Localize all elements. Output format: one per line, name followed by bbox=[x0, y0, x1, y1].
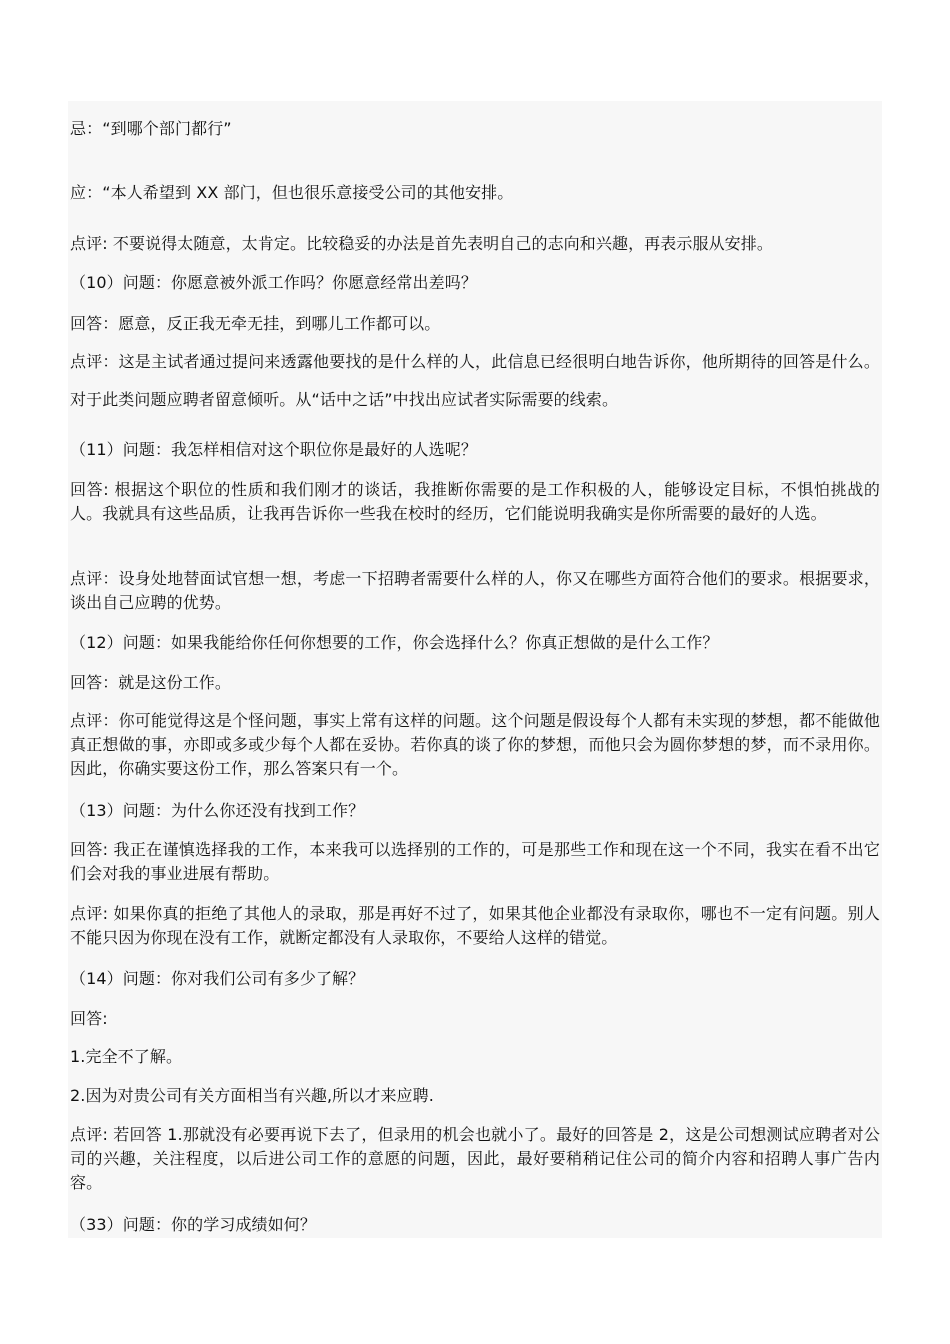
question-33: （33）问题：你的学习成绩如何？ bbox=[70, 1215, 316, 1234]
question-14: （14）问题：你对我们公司有多少了解？ bbox=[70, 969, 365, 988]
question-10: （10）问题：你愿意被外派工作吗？你愿意经常出差吗？ bbox=[70, 273, 477, 292]
paragraph-answer-department: 应：“本人希望到 XX 部门，但也很乐意接受公司的其他安排。 bbox=[70, 183, 514, 202]
question-13: （13）问题：为什么你还没有找到工作？ bbox=[70, 801, 365, 820]
question-11: （11）问题：我怎样相信对这个职位你是最好的人选呢？ bbox=[70, 440, 477, 459]
answer-14-label: 回答: bbox=[70, 1009, 108, 1028]
answer-10: 回答：愿意，反正我无牵无挂，到哪儿工作都可以。 bbox=[70, 314, 441, 333]
answer-14-option-2: 2.因为对贵公司有关方面相当有兴趣,所以才来应聘. bbox=[70, 1086, 434, 1105]
comment-10: 点评：这是主试者通过提问来透露他要找的是什么样的人，此信息已经很明白地告诉你，他所期待的回答是什么。对于此类问题应聘者留意倾听。从“话中之话”中找出应试者实际需要的线索。 bbox=[70, 352, 880, 409]
comment-14: 点评: 若回答 1.那就没有必要再说下去了，但录用的机会也就小了。最好的回答是 2，这是公司想测试应聘者对公司的兴趣，关注程度，以后进公司工作的意愿的问题，因此，最好要稍稍记住公司的简介内容和招聘人事广告内容。 bbox=[70, 1125, 880, 1192]
answer-14-option-1: 1.完全不了解。 bbox=[70, 1047, 183, 1066]
answer-11: 回答: 根据这个职位的性质和我们刚才的谈话，我推断你需要的是工作积极的人，能够设定目标，不惧怕挑战的人。我就具有这些品质，让我再告诉你一些我在校时的经历，它们能说明我确实是你所需要的最好的人选。 bbox=[70, 480, 880, 523]
answer-12: 回答：就是这份工作。 bbox=[70, 673, 232, 692]
question-12: （12）问题：如果我能给你任何你想要的工作，你会选择什么？你真正想做的是什么工作？ bbox=[70, 633, 719, 652]
comment-12: 点评：你可能觉得这是个怪问题，事实上常有这样的问题。这个问题是假设每个人都有未实现的梦想，都不能做他真正想做的事，亦即或多或少每个人都在妥协。若你真的谈了你的梦想，而他只会为圆你梦想的梦，而不录用你。因此，你确实要这份工作，那么答案只有一个。 bbox=[70, 711, 880, 778]
paragraph-comment-department: 点评: 不要说得太随意，太肯定。比较稳妥的办法是首先表明自己的志向和兴趣，再表示服从安排。 bbox=[70, 234, 773, 253]
answer-13: 回答: 我正在谨慎选择我的工作，本来我可以选择别的工作的，可是那些工作和现在这一个不同，我实在看不出它们会对我的事业进展有帮助。 bbox=[70, 840, 880, 883]
paragraph-taboo: 忌：“到哪个部门都行” bbox=[70, 119, 232, 138]
comment-13: 点评: 如果你真的拒绝了其他人的录取，那是再好不过了，如果其他企业都没有录取你，哪也不一定有问题。别人不能只因为你现在没有工作，就断定都没有人录取你，不要给人这样的错觉。 bbox=[70, 904, 880, 947]
comment-11: 点评：设身处地替面试官想一想，考虑一下招聘者需要什么样的人，你又在哪些方面符合他们的要求。根据要求，谈出自己应聘的优势。 bbox=[70, 569, 880, 612]
